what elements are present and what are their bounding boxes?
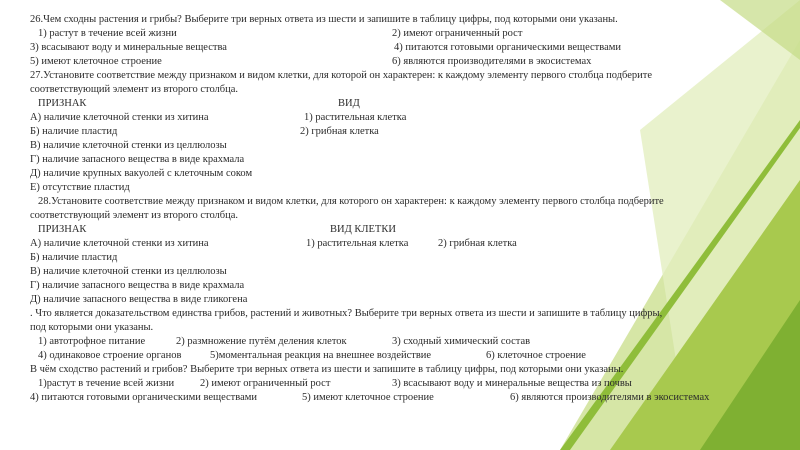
q30-option-6: 6) являются производителями в экосистемах xyxy=(510,392,710,403)
q30-option-5: 5) имеют клеточное строение xyxy=(302,392,434,403)
q26-option-5: 5) имеют клеточное строение xyxy=(30,56,162,67)
q28-item-a: А) наличие клеточной стенки из хитина xyxy=(30,238,209,249)
q29-title-line1: . Что является доказательством единства грибов, растений и животных? Выберите три верных ответа из шести и запишите в таблицу цифры, xyxy=(30,308,663,319)
q26-title: 26.Чем сходны растения и грибы? Выберите три верных ответа из шести и запишите в таблицу цифры, под которыми они указаны. xyxy=(30,14,618,25)
q28-title-line2: соответствующий элемент из второго столбца. xyxy=(30,210,239,221)
q30-option-3: 3) всасывают воду и минеральные вещества из почвы xyxy=(392,378,632,389)
q26-option-3: 3) всасывают воду и минеральные вещества xyxy=(30,42,227,53)
q26-option-4: 4) питаются готовыми органическими веществами xyxy=(394,42,622,53)
q26-option-6: 6) являются производителями в экосистемах xyxy=(392,56,592,67)
q27-header-type: ВИД xyxy=(338,98,360,109)
q27-item-a: А) наличие клеточной стенки из хитина xyxy=(30,112,209,123)
q27-right-1: 1) растительная клетка xyxy=(304,112,407,123)
q27-item-b: Б) наличие пластид xyxy=(30,126,118,137)
q28-item-b: Б) наличие пластид xyxy=(30,252,118,263)
q27-title-line2: соответствующий элемент из второго столбца. xyxy=(30,84,239,95)
q30-option-2: 2) имеют ограниченный рост xyxy=(200,378,331,389)
q27-item-c: В) наличие клеточной стенки из целлюлозы xyxy=(30,140,227,151)
q28-header-type: ВИД КЛЕТКИ xyxy=(330,224,396,235)
q27-title-line1: 27.Установите соответствие между признаком и видом клетки, для которой он характерен: к каждому элементу первого столбца подберите xyxy=(30,70,653,81)
q29-option-1: 1) автотрофное питание xyxy=(38,336,146,347)
q29-option-2: 2) размножение путём деления клеток xyxy=(176,336,347,347)
q27-header-feature: ПРИЗНАК xyxy=(38,98,87,109)
q28-item-e: Д) наличие запасного вещества в виде гликогена xyxy=(30,294,248,305)
q28-right-1: 1) растительная клетка xyxy=(306,238,409,249)
q26-option-2: 2) имеют ограниченный рост xyxy=(392,28,523,39)
q30-option-1: 1)растут в течение всей жизни xyxy=(38,378,175,389)
q27-item-f: Е) отсутствие пластид xyxy=(30,182,130,193)
q27-item-d: Г) наличие запасного вещества в виде крахмала xyxy=(30,154,245,165)
q28-header-feature: ПРИЗНАК xyxy=(38,224,87,235)
q28-title-line1: 28.Установите соответствие между признаком и видом клетки, для которого он характерен: к каждому элементу первого столбца подберите xyxy=(38,196,664,207)
q27-item-e: Д) наличие крупных вакуолей с клеточным соком xyxy=(30,168,253,179)
q29-option-5: 5)моментальная реакция на внешнее воздействие xyxy=(210,350,432,361)
q30-option-4: 4) питаются готовыми органическими веществами xyxy=(30,392,258,403)
q28-item-d: Г) наличие запасного вещества в виде крахмала xyxy=(30,280,245,291)
q30-title: В чём сходство растений и грибов? Выберите три верных ответа из шести и запишите в таблицу цифры, под которыми они указаны. xyxy=(30,364,624,375)
q27-right-2: 2) грибная клетка xyxy=(300,126,379,137)
q29-option-3: 3) сходный химический состав xyxy=(392,336,531,347)
q29-title-line2: под которыми они указаны. xyxy=(30,322,154,333)
q29-option-6: 6) клеточное строение xyxy=(486,350,586,361)
q26-option-1: 1) растут в течение всей жизни xyxy=(38,28,177,39)
q28-item-c: В) наличие клеточной стенки из целлюлозы xyxy=(30,266,227,277)
q29-option-4: 4) одинаковое строение органов xyxy=(38,350,182,361)
q28-right-2: 2) грибная клетка xyxy=(438,238,517,249)
